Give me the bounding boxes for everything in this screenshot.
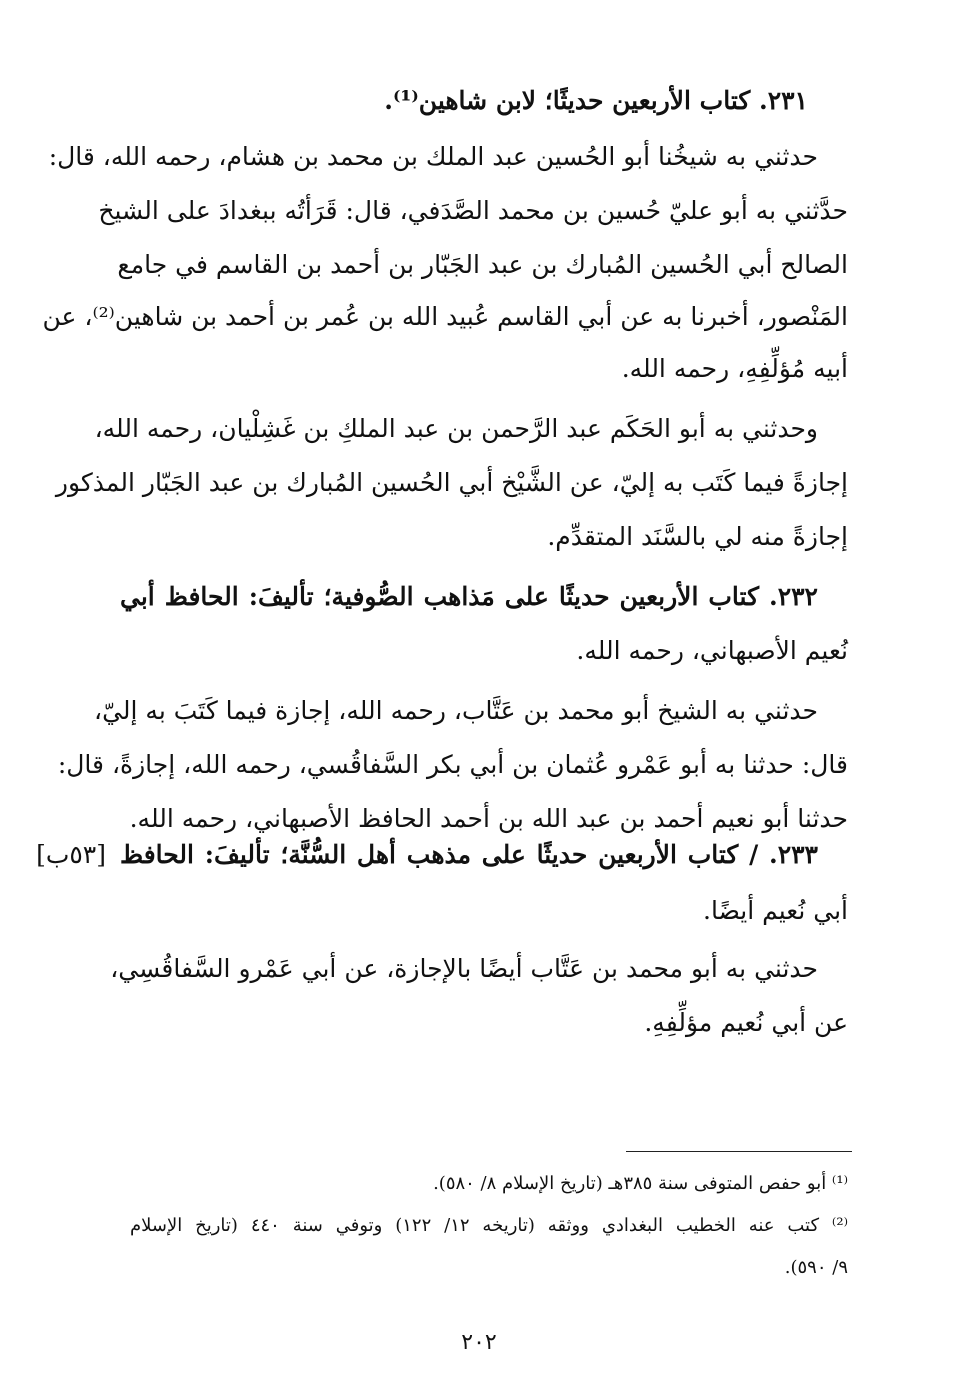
entry-232-p1-line3: حدثنا أبو نعيم أحمد بن عبد الله بن أحمد الحافظ الأصبهاني، رحمه الله. bbox=[129, 804, 848, 833]
entry-232-p1-line2: قال: حدثنا به أبو عَمْرو عُثمان بن أبي بكر السَّفاقُسي، رحمه الله، إجازةً، قال: bbox=[57, 750, 848, 779]
entry-233-p1-line2: عن أبي نُعيم مؤلِّفِهِ. bbox=[644, 1008, 848, 1037]
entry-231-p1-line3: الصالح أبي الحُسين المُبارك بن عبد الجَبّار بن أحمد بن القاسم في جامع bbox=[117, 250, 848, 279]
entry-232-title-cont: نُعيم الأصبهاني، رحمه الله. bbox=[576, 636, 848, 665]
entry-233-p1-line1: حدثني به أبو محمد بن عَتَّاب أيضًا بالإجازة، عن أبي عَمْرو السَّفاقُسِي، bbox=[110, 954, 818, 983]
footnote-divider bbox=[626, 1151, 852, 1152]
entry-232-title: ٢٣٢. كتاب الأربعين حديثًا على مَذاهب الصُّوفية؛ تأليفَ: الحافظ أبي bbox=[120, 582, 818, 611]
entry-233-title-cont: أبي نُعيم أيضًا. bbox=[703, 896, 848, 925]
entry-232-p1-line1: حدثني به الشيخ أبو محمد بن عَتَّاب، رحمه الله، إجازة فيما كَتَبَ به إليّ، bbox=[94, 696, 818, 725]
page-number: ٢٠٢ bbox=[461, 1330, 497, 1355]
entry-231-p2-line1: وحدثني به أبو الحَكَم عبد الرَّحمن بن عبد الملكِ بن غَشِلْيان، رحمه الله، bbox=[94, 414, 818, 443]
folio-margin-note: [٥٣ب] bbox=[36, 840, 106, 869]
entry-231-title: ٢٣١. كتاب الأربعين حديثًا؛ لابن شاهين⁽¹⁾. bbox=[384, 86, 808, 115]
entry-231-p1-line2: حدَّثني به أبو عليّ حُسين بن محمد الصَّدَفي، قال: قَرَأتُه ببغدادَ على الشيخ bbox=[98, 196, 848, 225]
footnote-1: ⁽¹⁾ أبو حفص المتوفى سنة ٣٨٥هـ (تاريخ الإسلام ٨/ ٥٨٠). bbox=[433, 1173, 848, 1194]
entry-231-p1-line1: حدثني به شيخُنا أبو الحُسين عبد الملك بن محمد بن هشام، رحمه الله، قال: bbox=[48, 142, 818, 171]
footnote-2-line2: ٩/ ٥٩٠). bbox=[784, 1257, 848, 1278]
entry-231-p2-line3: إجازةً منه لي بالسَّنَد المتقدِّم. bbox=[547, 522, 848, 551]
entry-231-p1-line4: المَنْصور، أخبرنا به عن أبي القاسم عُبيد الله بن عُمر بن أحمد بن شاهين⁽²⁾، عن bbox=[42, 302, 848, 331]
entry-231-p1-line5: أبيه مُؤلِّفِهِ، رحمه الله. bbox=[621, 354, 848, 383]
entry-231-p2-line2: إجازةً فيما كَتَب به إليّ، عن الشَّيْخ أبي الحُسين المُبارك بن عبد الجَبّار المذكور bbox=[55, 468, 848, 497]
footnote-2-line1: ⁽²⁾ كتب عنه الخطيب البغدادي ووثقه (تاريخه ١٢/ ١٢٢) وتوفي سنة ٤٤٠ (تاريخ الإسلام bbox=[130, 1215, 848, 1236]
entry-233-title: ٢٣٣. / كتاب الأربعين حديثًا على مذهب أهل السُّنَّة؛ تأليفَ: الحافظ bbox=[120, 840, 818, 869]
